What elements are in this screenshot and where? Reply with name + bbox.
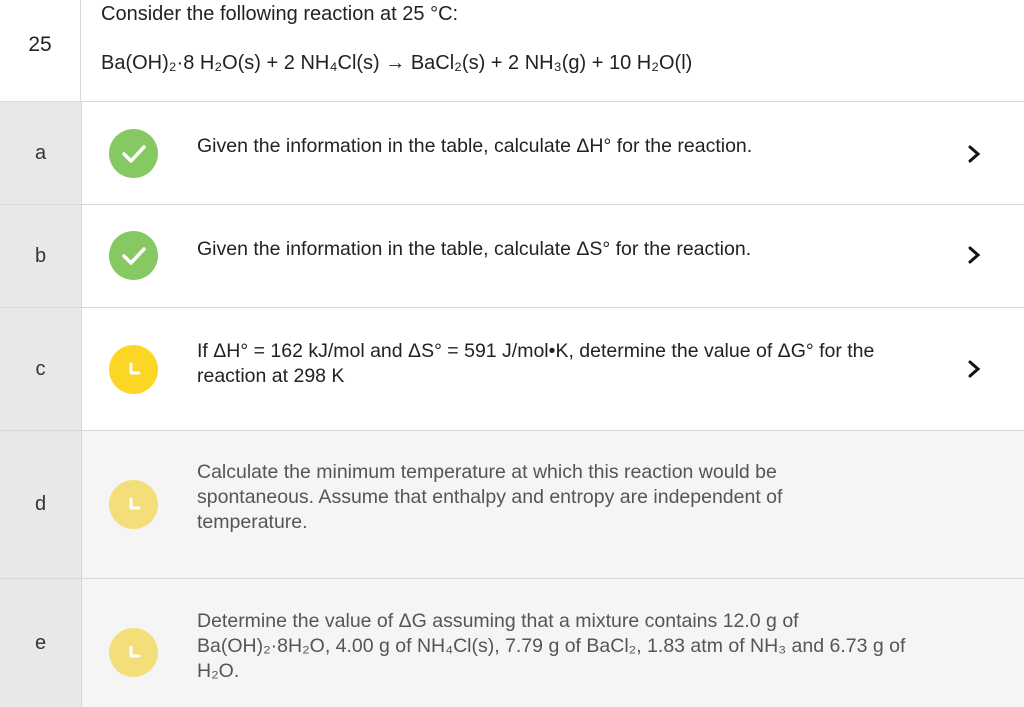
- part-question: Calculate the minimum temperature at which this reaction would be spontaneous. Assume that enthalpy and entropy are independent of temperature.: [197, 461, 783, 533]
- chevron-right-icon[interactable]: [964, 245, 984, 265]
- part-question: If ΔH° = 162 kJ/mol and ΔS° = 591 J/mol•K, determine the value of ΔG° for the reaction at 298 K: [197, 340, 875, 387]
- part-label: d: [0, 431, 82, 578]
- clock-icon: [109, 628, 158, 677]
- part-question: Given the information in the table, calculate ΔS° for the reaction.: [197, 238, 752, 260]
- part-question: Given the information in the table, calculate ΔH° for the reaction.: [197, 135, 753, 157]
- part-label: b: [0, 205, 82, 307]
- checkmark-icon: [109, 129, 158, 178]
- problem-statement: [81, 0, 1024, 101]
- chevron-right-icon[interactable]: [964, 144, 984, 164]
- clock-icon: [109, 345, 158, 394]
- problem-intro: Consider the following reaction at 25 °C:: [101, 3, 459, 25]
- clock-icon: [109, 480, 158, 529]
- part-row-d: [0, 431, 1024, 579]
- part-row-c[interactable]: [0, 308, 1024, 431]
- part-label: a: [0, 102, 82, 204]
- chevron-right-icon[interactable]: [964, 359, 984, 379]
- part-label: c: [0, 308, 82, 430]
- problem-number: 25: [0, 0, 81, 101]
- problem-header: [0, 0, 1024, 102]
- checkmark-icon: [109, 231, 158, 280]
- part-label: e: [0, 579, 82, 707]
- reaction-equation: Ba(OH)₂·8 H₂O(s) + 2 NH₄Cl(s) → BaCl₂(s) + 2 NH₃(g) + 10 H₂O(l): [101, 52, 693, 74]
- part-row-b[interactable]: [0, 205, 1024, 308]
- part-row-a[interactable]: [0, 102, 1024, 205]
- part-question: Determine the value of ΔG assuming that a mixture contains 12.0 g of Ba(OH)₂·8H₂O, 4.00 g of NH₄Cl(s), 7.79 g of BaCl₂, 1.83 atm of NH₃ and 6.73 g of H₂O.: [197, 610, 906, 682]
- part-row-e: [0, 579, 1024, 707]
